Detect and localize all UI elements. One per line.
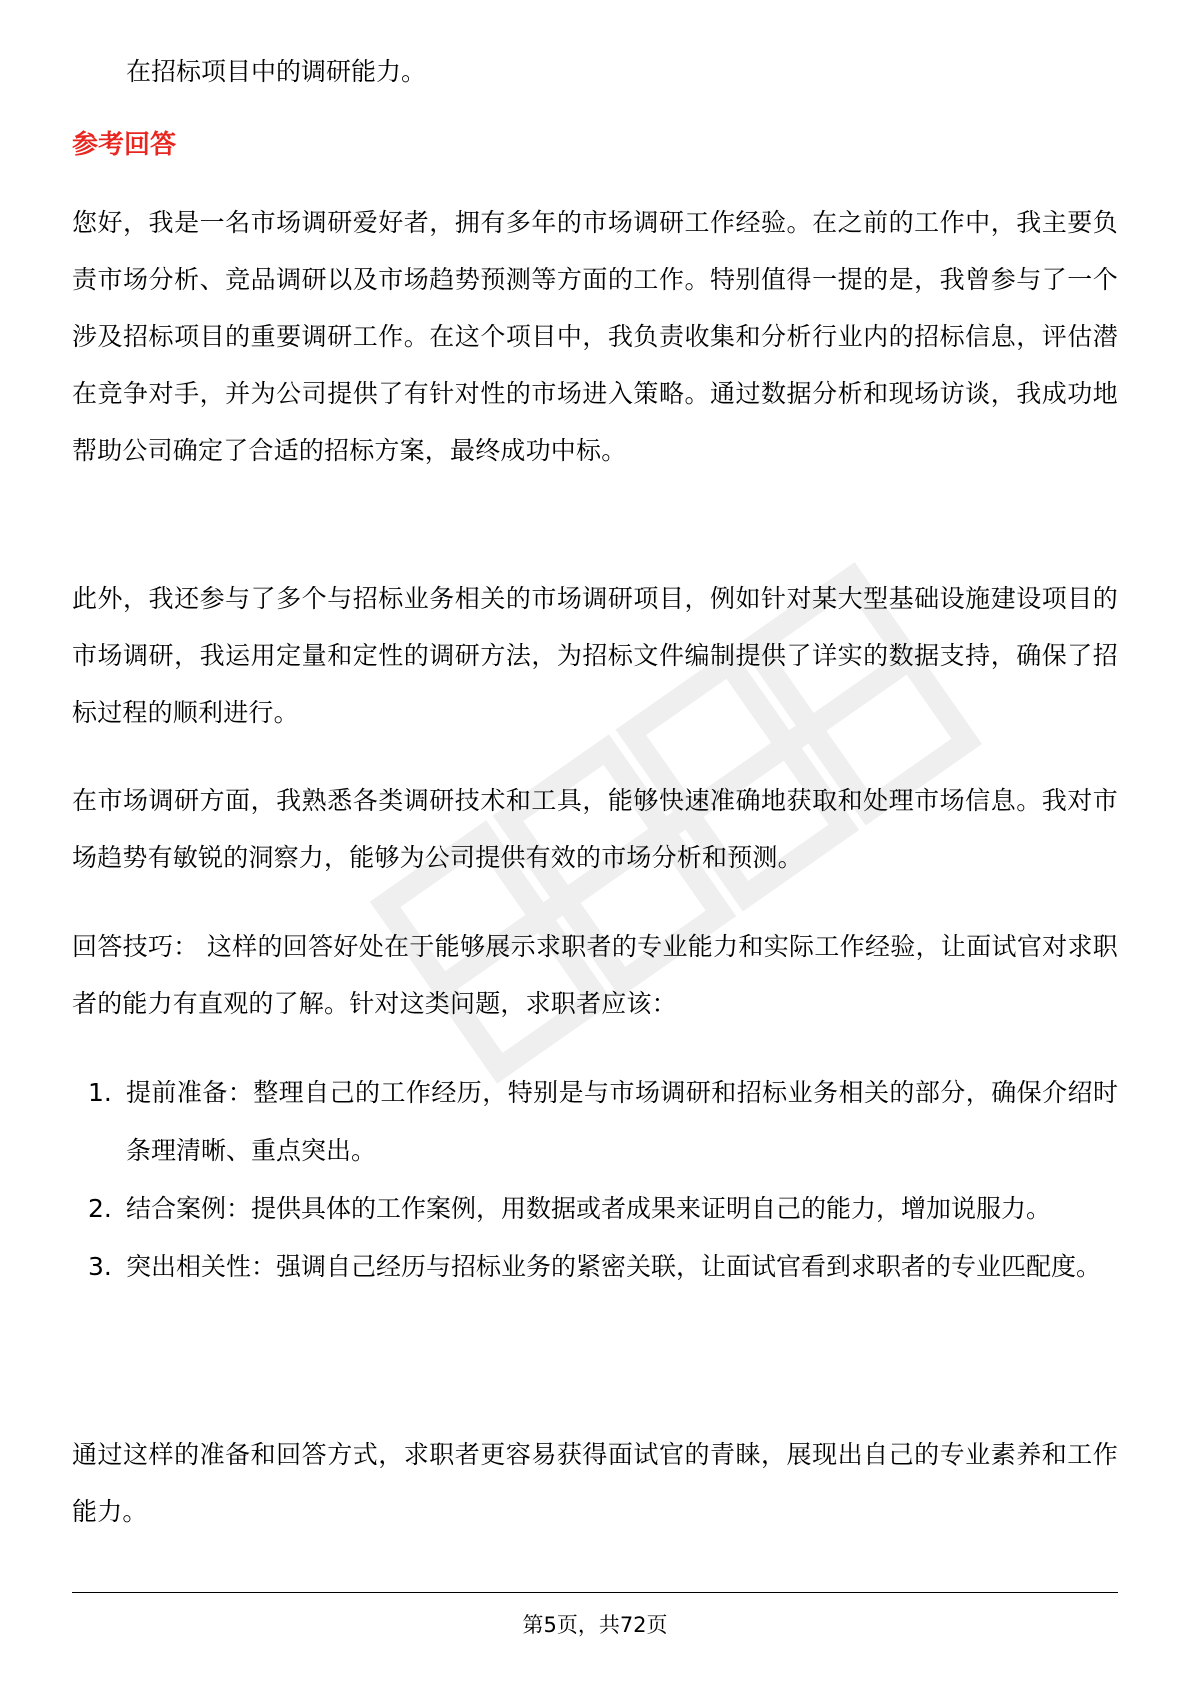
list-item [72,1064,1118,1180]
section-title: 参考回答 [72,130,177,160]
list-item-text: 提前准备：整理自己的工作经历，特别是与市场调研和招标业务相关的部分，确保介绍时条理清晰、重点突出。 [126,1078,1118,1165]
list-item-number: 2. [88,1194,112,1223]
list-item-text: 结合案例：提供具体的工作案例，用数据或者成果来证明自己的能力，增加说服力。 [126,1194,1052,1223]
footer-divider [72,1592,1118,1593]
list-item [72,1238,1118,1296]
continuation-line: 在招标项目中的调研能力。 [126,57,427,86]
paragraph-1: 您好，我是一名市场调研爱好者，拥有多年的市场调研工作经验。在之前的工作中，我主要负责市场分析、竞品调研以及市场趋势预测等方面的工作。特别值得一提的是，我曾参与了一个涉及招标项目的重要调研工作。在这个项目中，我负责收集和分析行业内的招标信息，评估潜在竞争对手，并为公司提供了有针对性的市场进入策略。通过数据分析和现场访谈，我成功地帮助公司确定了合适的招标方案，最终成功中标。 [72,208,1118,465]
tips-list [72,1064,1118,1296]
list-item [72,1180,1118,1238]
closing-paragraph: 通过这样的准备和回答方式，求职者更容易获得面试官的青睐，展现出自己的专业素养和工作能力。 [72,1440,1118,1526]
list-item-text: 突出相关性：强调自己经历与招标业务的紧密关联，让面试官看到求职者的专业匹配度。 [126,1252,1102,1281]
paragraph-2: 此外，我还参与了多个与招标业务相关的市场调研项目，例如针对某大型基础设施建设项目的市场调研，我运用定量和定性的调研方法，为招标文件编制提供了详实的数据支持，确保了招标过程的顺利进行。 [72,584,1118,727]
page-number: 第5页，共72页 [522,1613,668,1637]
list-item-number: 1. [88,1078,112,1107]
paragraph-3: 在市场调研方面，我熟悉各类调研技术和工具，能够快速准确地获取和处理市场信息。我对市场趋势有敏锐的洞察力，能够为公司提供有效的市场分析和预测。 [72,786,1118,872]
answer-tips-intro: 回答技巧： 这样的回答好处在于能够展示求职者的专业能力和实际工作经验，让面试官对求职者的能力有直观的了解。针对这类问题，求职者应该： [72,932,1118,1018]
list-item-number: 3. [88,1252,112,1281]
